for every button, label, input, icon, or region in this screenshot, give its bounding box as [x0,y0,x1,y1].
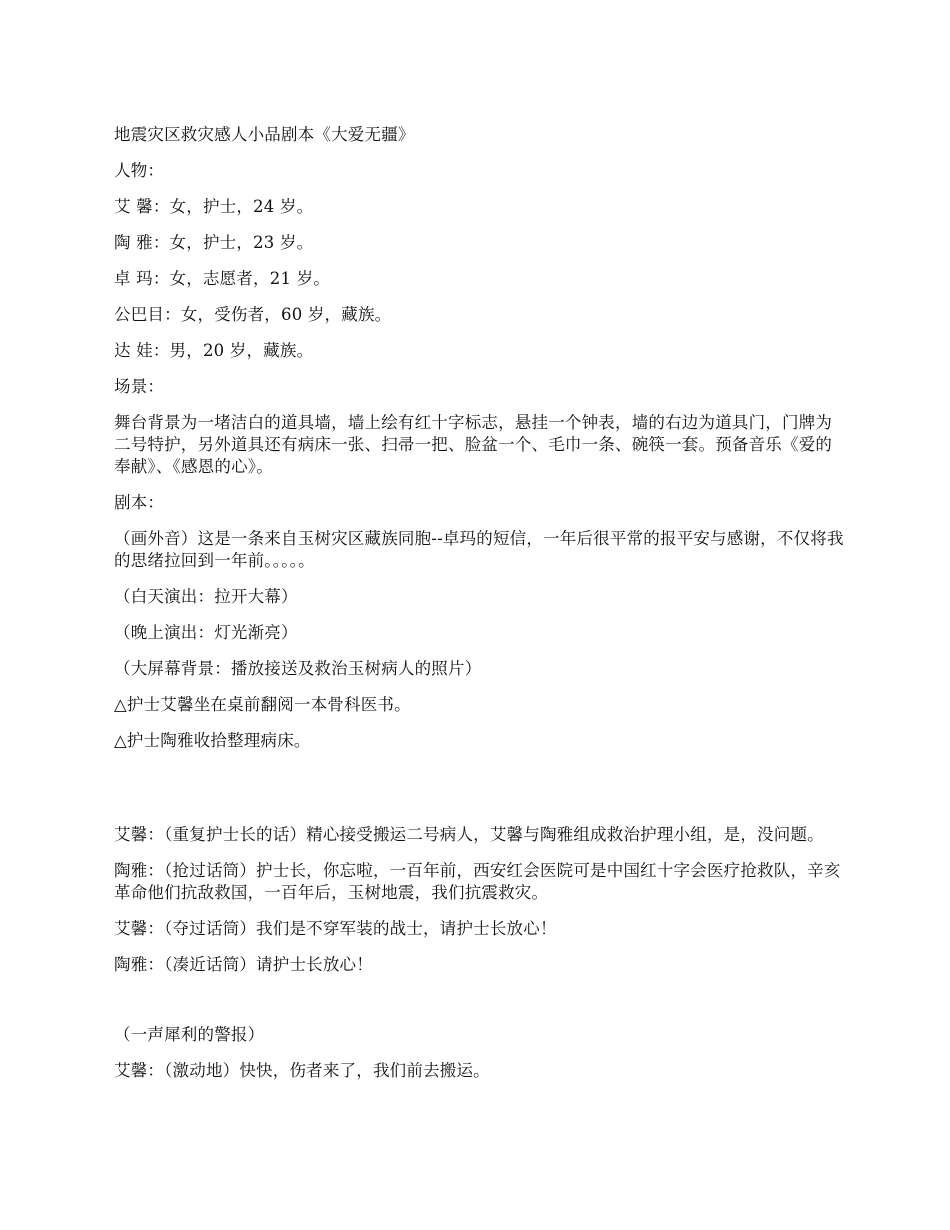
character-line: 陶 雅：女，护士，23 岁。 [114,233,314,252]
script-paragraph: （画外音）这是一条来自玉树灾区藏族同胞--卓玛的短信，一年后很平常的报平安与感谢，不仅将我的思绪拉回到一年前。。。。。 [114,529,844,570]
dialogue-line: 艾馨：（重复护士长的话）精心接受搬运二号病人，艾馨与陶雅组成救治护理小组，是，没问题。 [114,825,824,844]
section-spacer [114,766,846,824]
dialogue-line: 陶雅：（抢过话筒）护士长，你忘啦，一百年前，西安红会医院可是中国红十字会医疗抢救队，辛亥革命他们抗敌救国，一百年后，玉树地震，我们抗震救灾。 [114,861,841,902]
stage-direction: （晚上演出：灯光渐亮） [114,623,298,642]
script-heading: 剧本： [114,493,165,512]
stage-direction: （大屏幕背景：播放接送及救治玉树病人的照片） [114,659,482,678]
scene-paragraph: 舞台背景为一堵洁白的道具墙，墙上绘有红十字标志，悬挂一个钟表，墙的右边为道具门，门牌为二号特护，另外道具还有病床一张、扫帚一把、脸盆一个、毛巾一条、碗筷一套。预备音乐《爱的奉献》、《感恩的心》。 [114,413,833,476]
character-line: 艾 馨：女，护士，24 岁。 [114,197,314,216]
dialogue-line: 陶雅：（凑近话筒）请护士长放心！ [114,955,373,974]
stage-action: △护士陶雅收拾整理病床。 [114,731,311,750]
stage-direction: （一声犀利的警报） [114,1025,265,1044]
document-title: 地震灾区救灾感人小品剧本《大爱无疆》 [114,125,415,144]
document-page [114,124,846,1096]
stage-action: △护士艾馨坐在桌前翻阅一本骨科医书。 [114,695,411,714]
character-line: 卓 玛：女，志愿者，21 岁。 [114,269,330,288]
character-line: 公巴目：女，受伤者，60 岁，藏族。 [114,305,392,324]
character-line: 达 娃：男，20 岁，藏族。 [114,341,314,360]
characters-heading: 人物： [114,161,165,180]
dialogue-line: 艾馨：（激动地）快快，伤者来了，我们前去搬运。 [114,1061,490,1080]
dialogue-line: 艾馨：（夺过话筒）我们是不穿军装的战士，请护士长放心！ [114,919,557,938]
stage-direction: （白天演出：拉开大幕） [114,587,298,606]
scene-heading: 场景： [114,377,165,396]
section-spacer [114,990,846,1024]
